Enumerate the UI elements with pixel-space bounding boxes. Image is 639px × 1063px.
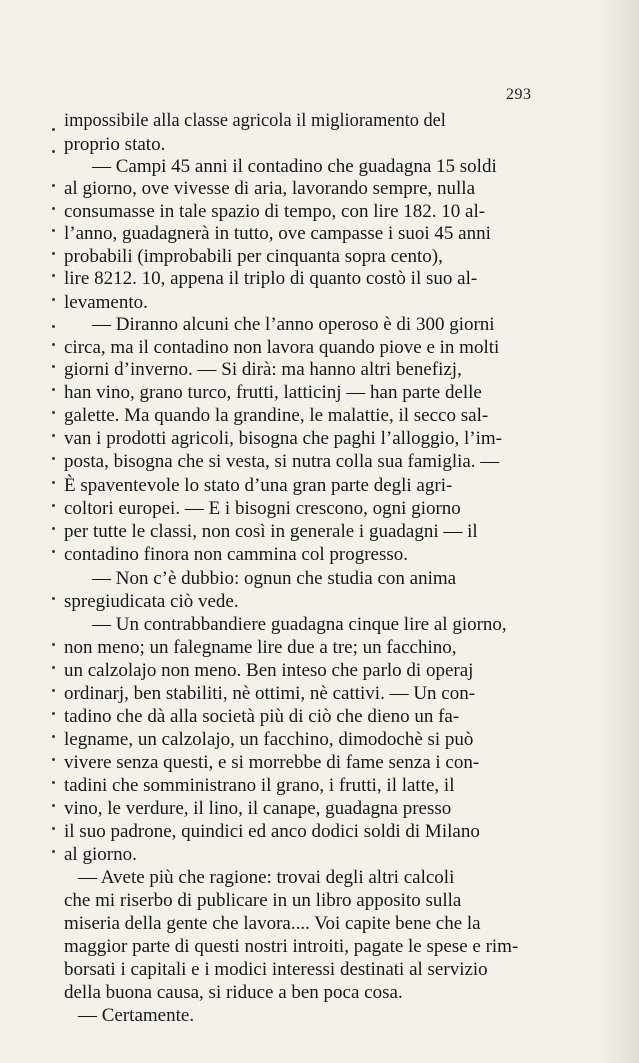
page-edge-shadow [597,0,639,1063]
text-line: lire 8212. 10, appena il triplo di quanto costò il suo al- [64,268,478,289]
text-line: vino, le verdure, il lino, il canape, guadagna presso [64,798,452,819]
text-line: probabili (improbabili per cinquanta sopra cento), [64,246,443,267]
text-line: — Avete più che ragione: trovai degli altri calcoli [78,867,455,888]
text-line: consumasse in tale spazio di tempo, con lire 182. 10 al- [64,201,486,222]
text-line: vivere senza questi, e si morrebbe di fame senza i con- [64,752,480,773]
text-line: han vino, grano turco, frutti, latticinj — han parte delle [64,382,482,403]
text-line: tadini che somministrano il grano, i frutti, il latte, il [64,775,455,796]
text-line: coltori europei. — E i bisogni crescono, ogni giorno [64,498,461,519]
text-line: maggior parte di questi nostri introiti, pagate le spese e rim- [64,936,519,957]
text-line: al giorno. [64,844,137,865]
text-line: miseria della gente che lavora.... Voi capite bene che la [64,913,481,934]
text-line: giorni d’inverno. — Si dirà: ma hanno altri benefizj, [64,359,462,380]
text-line: È spaventevole lo stato d’una gran parte degli agri- [64,475,453,496]
text-line: proprio stato. [64,134,166,155]
text-line: van i prodotti agricoli, bisogna che paghi l’alloggio, l’im- [64,428,502,449]
text-line: per tutte le classi, non così in generale i guadagni — il [64,521,478,542]
text-line: circa, ma il contadino non lavora quando piove e in molti [64,337,500,358]
text-line: non meno; un falegname lire due a tre; un facchino, [64,637,457,658]
text-line: — Non c’è dubbio: ognun che studia con anima [92,568,457,589]
text-line: tadino che dà alla società più di ciò che dieno un fa- [64,706,460,727]
text-line: impossibile alla classe agricola il miglioramento del [64,110,446,131]
text-line: della buona causa, si riduce a ben poca cosa. [64,982,403,1003]
text-line: il suo padrone, quindici ed anco dodici soldi di Milano [64,821,480,842]
text-line: borsati i capitali e i modici interessi destinati al servizio [64,959,488,980]
text-line: contadino finora non cammina col progresso. [64,544,409,565]
text-line: legname, un calzolajo, un facchino, dimodochè si può [64,729,474,750]
text-line: spregiudicata ciò vede. [64,591,239,612]
text-line: — Un contrabbandiere guadagna cinque lire al giorno, [92,614,507,635]
text-line: posta, bisogna che si vesta, si nutra colla sua famiglia. — [64,451,500,472]
text-line: — Campi 45 anni il contadino che guadagna 15 soldi [92,156,497,177]
text-line: — Certamente. [78,1005,195,1026]
text-line: — Diranno alcuni che l’anno operoso è di 300 giorni [92,314,495,335]
text-line: al giorno, ove vivesse di aria, lavorando sempre, nulla [64,178,476,199]
page-number: 293 [506,86,532,103]
text-line: l’anno, guadagnerà in tutto, ove campasse i suoi 45 anni [64,223,491,244]
text-line: che mi riserbo di publicare in un libro apposito sulla [64,890,462,911]
text-line: galette. Ma quando la grandine, le malattie, il secco sal- [64,405,489,426]
text-line: un calzolajo non meno. Ben inteso che parlo di operaj [64,660,474,681]
text-line: ordinarj, ben stabiliti, nè ottimi, nè cattivi. — Un con- [64,683,476,704]
text-line: levamento. [64,292,148,313]
